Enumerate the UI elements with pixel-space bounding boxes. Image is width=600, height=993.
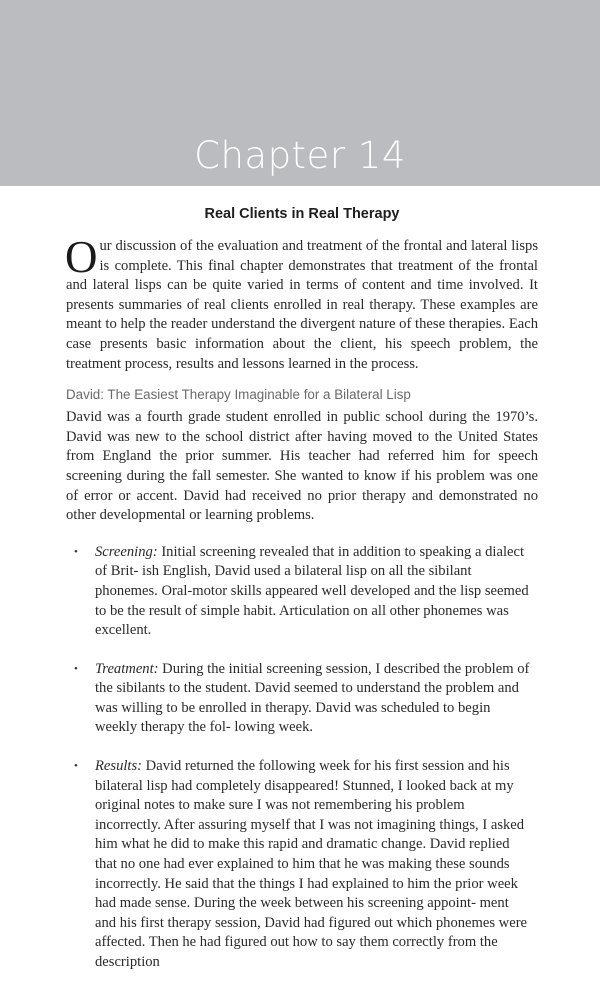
page-body — [66, 204, 538, 993]
bullet-icon: • — [74, 662, 78, 675]
case-heading: David: The Easiest Therapy Imaginable for a Bilateral Lisp — [66, 387, 411, 403]
drop-cap: O — [65, 232, 98, 282]
chapter-title: Chapter 14 — [194, 134, 406, 177]
bullet-text: During the initial screening session, I described the problem of the sibilants to the student. David seemed to understand the problem and was willing to be enrolled in therapy. David was scheduled to begin weekly therapy the fol- lowing week. — [95, 660, 530, 736]
bullet-text: Initial screening revealed that in addition to speaking a dialect of Brit- ish English, David used a bilateral lisp on all the sibilant phonemes. Oral-motor skills appeared well developed and the lisp seemed to be the result of simple habit. Articulation on all other phonemes was excellent. — [95, 543, 529, 639]
chapter-header-band — [0, 0, 600, 186]
bullet-text: David returned the following week for his first session and his bilateral lisp had completely disappeared! Stunned, I looked back at my original notes to make sure I was not remembering his problem incorrectly. After assuring myself that I was not imagining things, I asked him what he did to make this rapid and dramatic change. David replied that no one had ever explained to him that he was making these sounds incorrectly. He said that the things I had explained to him the prior week had made sense. During the week between his screening appoint- ment and his first therapy session, David had figured out which phonemes were affected. Then he had figured out how to say them correctly from the description — [95, 758, 528, 970]
bullet-label: Results: — [95, 758, 143, 775]
bullet-icon: • — [74, 760, 78, 773]
intro-text: ur discussion of the evaluation and treatment of the frontal and lateral lisps is complete. This final chapter demonstrates that treatment of the frontal and lateral lisps can be quite varied in terms of content and time involved. It presents summaries of real clients enrolled in real therapy. These examples are meant to help the reader understand the divergent nature of these therapies. Each case presents basic information about the client, his speech problem, the treatment process, results and lessons learned in the process. — [66, 238, 538, 372]
bullet-item-screening — [74, 543, 530, 641]
case-intro-paragraph: David was a fourth grade student enrolled in public school during the 1970’s. David was new to the school district after having moved to the United States from England the prior summer. His teacher had referred him for speech screening during the fall semester. She wanted to know if his problem was one of error or accent. David had received no prior therapy and demonstrated no other developmental or learning problems. — [66, 409, 538, 524]
intro-paragraph — [65, 232, 538, 374]
bullet-item-treatment — [74, 660, 530, 738]
bullet-label: Screening: — [95, 543, 158, 560]
bullet-item-results — [74, 757, 530, 973]
bullet-label: Treatment: — [95, 660, 159, 677]
bullet-icon: • — [74, 545, 78, 558]
chapter-subtitle: Real Clients in Real Therapy — [204, 206, 400, 222]
